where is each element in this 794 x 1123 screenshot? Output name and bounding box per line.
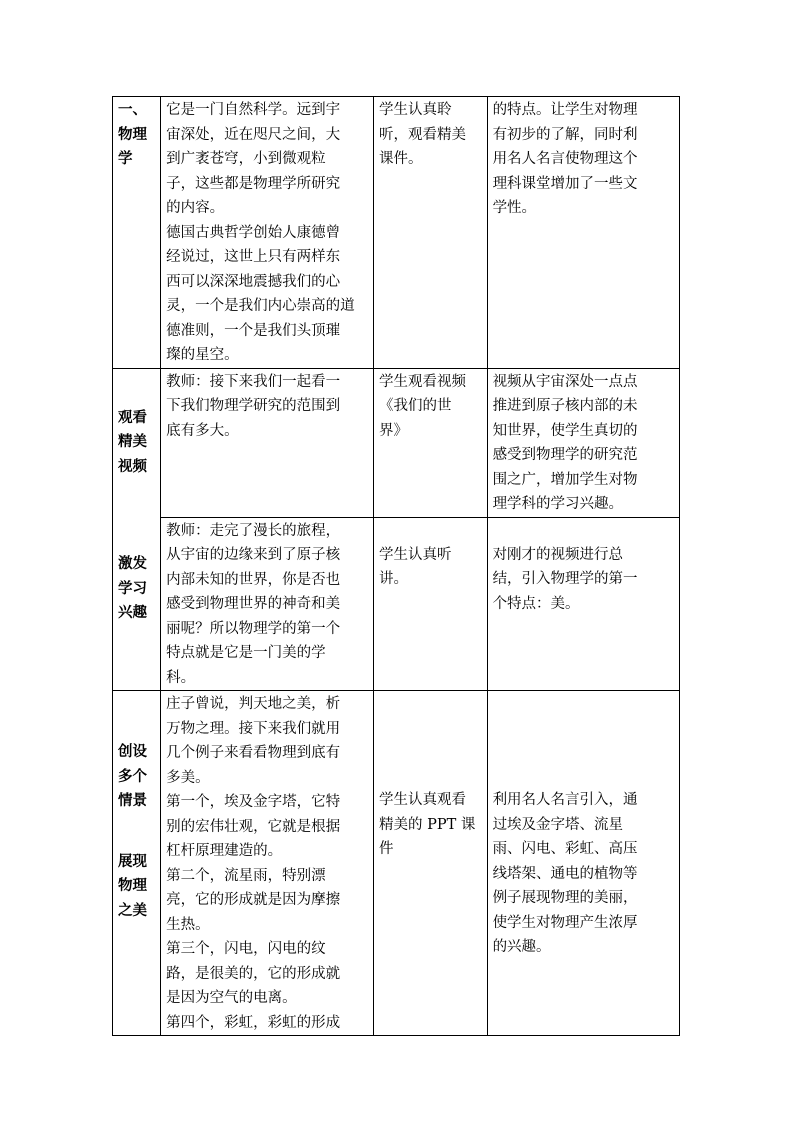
teacher-text: 科。 (166, 669, 196, 686)
teacher-text: 丽呢？所以物理学的第一个 (166, 620, 341, 637)
intent-text: 个特点：美。 (492, 595, 580, 612)
teacher-activity-cell (161, 97, 374, 369)
teacher-text: 宙深处，近在咫尺之间，大 (166, 126, 341, 143)
teacher-text: 内部未知的世界，你是否也 (166, 571, 341, 588)
intent-text: 使学生对物理产生浓厚 (492, 914, 638, 931)
student-activity-cell (373, 368, 487, 517)
teacher-text: 第四个，彩虹，彩虹的形成 (166, 1014, 341, 1031)
student-activity-cell (373, 691, 487, 1036)
teacher-text: 亮，它的形成就是因为摩擦 (166, 892, 341, 908)
teacher-text: 它是一门自然科学。远到宇 (166, 102, 341, 118)
stage-cell (113, 97, 161, 369)
teacher-text: 第三个，闪电，闪电的纹 (166, 941, 326, 957)
intent-text: 的特点。让学生对物理 (492, 102, 638, 118)
student-text: 学生观看视频 (378, 373, 466, 390)
stage-text: 激发 (118, 556, 147, 572)
student-text: 课件。 (378, 151, 423, 167)
stage-text: 多个 (118, 768, 147, 785)
teacher-text: 多美。 (166, 769, 210, 786)
student-text: 学生认真观看 (378, 792, 466, 808)
table-row (113, 517, 680, 691)
intent-text: 结，引入物理学的第一 (492, 571, 638, 587)
teacher-text: 是因为空气的电离。 (166, 990, 297, 1006)
stage-text: 物理 (118, 878, 147, 894)
stage-text: 学 (118, 151, 133, 167)
teacher-text: 教师：走完了漫长的旅程， (166, 522, 341, 539)
intent-text: 理科课堂增加了一些文 (492, 175, 638, 192)
stage-text: 物理 (118, 126, 147, 143)
intent-text: 过埃及金字塔、流星 (492, 816, 624, 833)
teacher-text: 别的宏伟壮观，它就是根据 (166, 818, 341, 835)
intent-text: 线塔架、通电的植物等 (492, 865, 638, 882)
intent-text: 对刚才的视频进行总 (492, 546, 624, 563)
intent-text: 知世界，使学生真切的 (492, 422, 638, 439)
teacher-activity-cell (161, 517, 374, 691)
stage-text: 创设 (118, 744, 147, 760)
design-intent-cell (487, 691, 679, 1036)
design-intent-cell (487, 97, 679, 369)
teacher-text: 生热。 (166, 916, 210, 933)
stage-text: 观看 (118, 409, 147, 426)
intent-text: 雨、闪电、彩虹、高压 (492, 841, 638, 857)
teacher-text: 第二个，流星雨，特别漂 (166, 867, 326, 884)
student-text: 学生认真聆 (378, 102, 452, 118)
teacher-activity-cell (161, 691, 374, 1036)
stage-text: 展现 (118, 853, 147, 870)
teacher-text: 教师：接下来我们一起看一 (166, 373, 341, 390)
intent-text: 视频从宇宙深处一点点 (492, 373, 638, 390)
stage-text: 情景 (118, 793, 147, 809)
teacher-text: 第一个，埃及金字塔，它特 (166, 794, 341, 810)
intent-text: 用名人名言使物理这个 (492, 151, 638, 167)
stage-cell (113, 368, 161, 691)
student-activity-cell (373, 97, 487, 369)
stage-text: 兴趣 (118, 605, 147, 621)
teacher-text: 子，这些都是物理学所研究 (166, 175, 341, 192)
student-text: 件 (378, 841, 394, 857)
teacher-text: 璨的星空。 (166, 347, 239, 363)
student-text: 精美的 PPT 课 (378, 816, 476, 833)
student-text: 听，观看精美 (378, 126, 466, 143)
teacher-text: 灵，一个是我们内心崇高的道 (166, 298, 355, 314)
teacher-activity-cell (161, 368, 374, 517)
teacher-text: 路，是很美的，它的形成就 (166, 965, 341, 982)
teacher-text: 西可以深深地震撼我们的心 (166, 273, 341, 290)
intent-text: 推进到原子核内部的未 (492, 398, 638, 414)
intent-text: 感受到物理学的研究范 (492, 447, 638, 463)
teacher-text: 到广袤苍穹，小到微观粒 (166, 151, 326, 167)
table-row (113, 368, 680, 517)
student-text: 讲。 (378, 571, 408, 587)
stage-text: 精美 (118, 434, 147, 450)
student-activity-cell (373, 517, 487, 691)
teacher-text: 几个例子来看看物理到底有 (166, 745, 341, 761)
student-text: 界》 (378, 422, 408, 439)
teacher-text: 特点就是它是一门美的学 (166, 645, 326, 661)
teacher-text: 杠杆原理建造的。 (166, 843, 283, 859)
teacher-text: 下我们物理学研究的范围到 (166, 398, 341, 414)
design-intent-cell (487, 517, 679, 691)
lesson-plan-table (112, 96, 680, 1036)
design-intent-cell (487, 368, 679, 517)
teacher-text: 万物之理。接下来我们就用 (166, 720, 341, 737)
stage-text: 一、 (118, 102, 147, 118)
teacher-text: 庄子曾说，判天地之美，析 (166, 696, 341, 712)
table-row (113, 97, 680, 369)
teacher-text: 感受到物理世界的神奇和美 (166, 596, 341, 612)
teacher-text: 经说过，这世上只有两样东 (166, 249, 341, 265)
intent-text: 有初步的了解，同时利 (492, 126, 638, 143)
intent-text: 学性。 (492, 200, 537, 216)
teacher-text: 德国古典哲学创始人康德曾 (166, 224, 341, 241)
intent-text: 理学科的学习兴趣。 (492, 496, 624, 512)
teacher-text: 的内容。 (166, 200, 225, 216)
stage-text: 之美 (118, 902, 147, 919)
teacher-text: 德准则，一个是我们头顶璀 (166, 322, 341, 339)
table-row (113, 691, 680, 1036)
intent-text: 利用名人名言引入，通 (492, 792, 638, 808)
student-text: 《我们的世 (378, 398, 452, 414)
student-text: 学生认真听 (378, 546, 452, 563)
intent-text: 的兴趣。 (492, 939, 551, 955)
teacher-text: 底有多大。 (166, 422, 239, 439)
stage-text: 视频 (118, 458, 147, 475)
teacher-text: 从宇宙的边缘来到了原子核 (166, 547, 341, 563)
stage-text: 学习 (118, 580, 147, 597)
intent-text: 例子展现物理的美丽， (492, 890, 638, 906)
intent-text: 围之广，增加学生对物 (492, 471, 638, 488)
stage-cell (113, 691, 161, 1036)
